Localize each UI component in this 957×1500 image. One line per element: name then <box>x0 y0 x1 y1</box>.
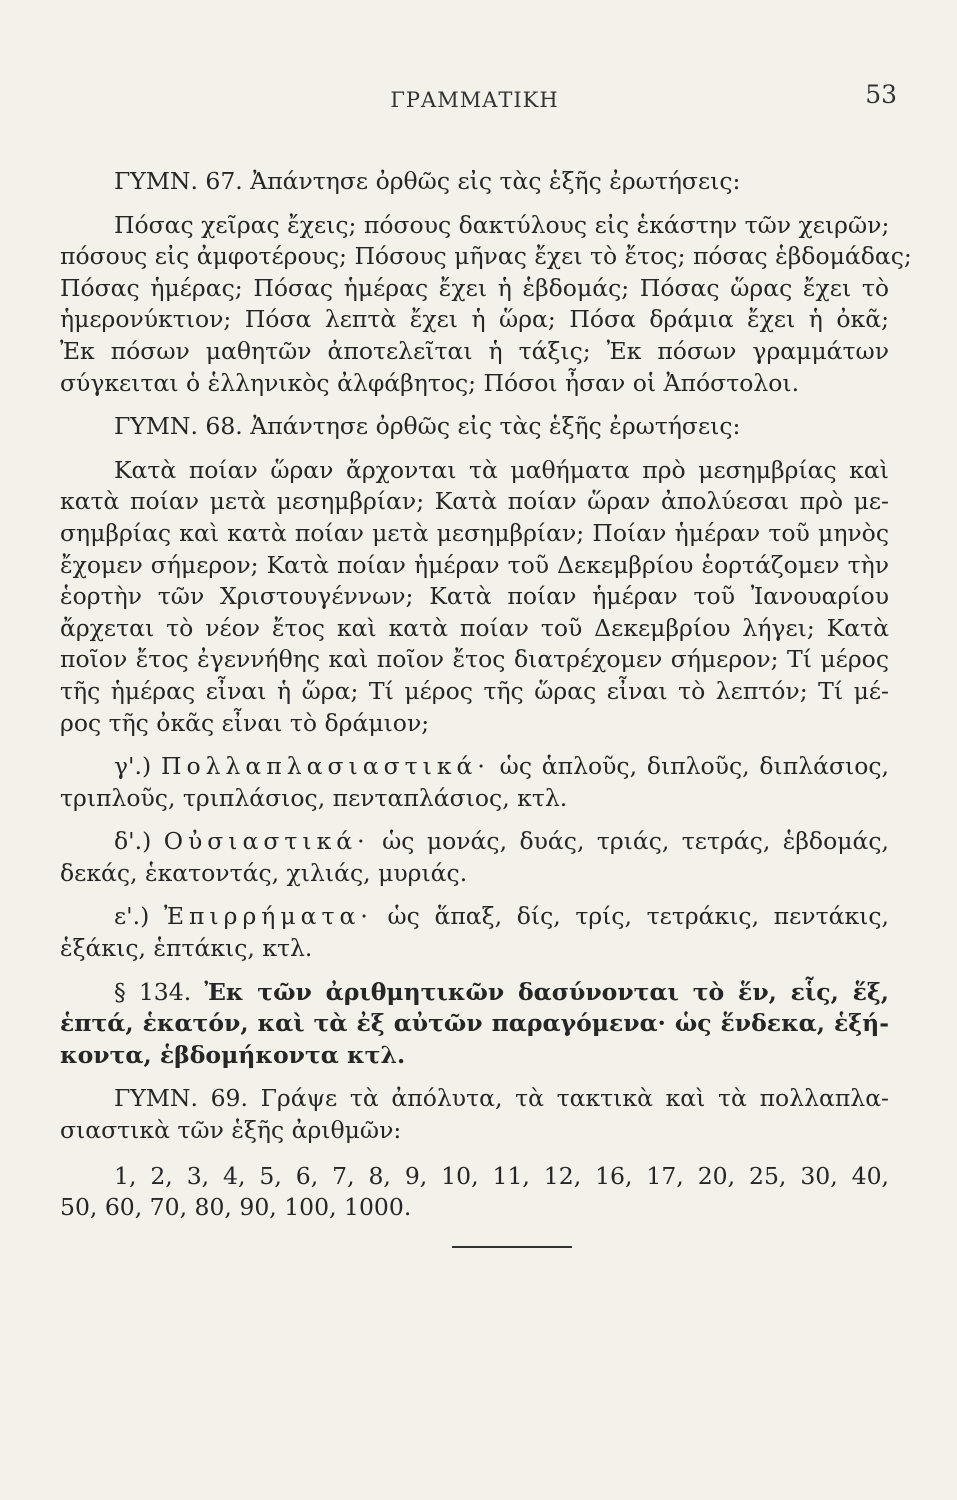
text-line <box>60 826 889 858</box>
exercise-67-questions <box>60 210 912 400</box>
text-line: ἑορτὴν τῶν Χριστουγέννων; Κατὰ ποίαν ἡμέραν τοῦ Ἰανουαρίου <box>60 582 889 611</box>
text-line: ἡμερονύκτιον; Πόσα λεπτὰ ἔχει ἡ ὥρα; Πόσα δράμια ἔχει ἡ ὀκᾶ; <box>60 305 889 334</box>
exercise-69 <box>60 1083 889 1146</box>
text-line: Πόσας χεῖρας ἔχεις; πόσους δακτύλους εἰς ἑκάστην τῶν χειρῶν; <box>114 210 890 239</box>
text-line: κοντα, ἑβδομήκοντα κτλ. <box>60 1040 406 1069</box>
text-line: κατὰ ποίαν μετὰ μεσημβρίαν; Κατὰ ποίαν ὥραν ἀπολύεσαι πρὸ με- <box>60 487 889 516</box>
page-body <box>60 166 912 1248</box>
text-line: Πόσας ἡμέρας; Πόσας ἡμέρας ἔχει ἡ ἑβδομάς; Πόσας ὥρας ἔχει τὸ <box>60 273 889 302</box>
text-line: τῆς ἡμέρας εἶναι ἡ ὥρα; Τί μέρος τῆς ὥρας εἶναι τὸ λεπτόν; Τί μέ- <box>60 676 889 705</box>
numeral-category-epsilon <box>60 901 889 964</box>
section-134 <box>60 977 889 1072</box>
exercise-68-questions <box>60 455 889 739</box>
text-line: πόσους εἰς ἀμφοτέρους; Πόσους μῆνας ἔχει τὸ ἔτος; πόσας ἑβδομάδας; <box>60 242 912 271</box>
running-header <box>60 78 897 118</box>
category-examples: ὡς ἁπλοῦς, διπλοῦς, διπλάσιος, <box>499 752 889 781</box>
page-number: 53 <box>865 80 897 109</box>
section-label: § 134. <box>114 977 192 1006</box>
category-term: Πολλαπλασιαστικά· <box>160 752 490 781</box>
text-line: ἑπτά, ἑκατόν, καὶ τὰ ἐξ αὐτῶν παραγόμενα· ὡς ἕνδεκα, ἑξή- <box>60 1009 889 1038</box>
text-line: Ἐκ πόσων μαθητῶν ἀποτελεῖται ἡ τάξις; Ἐκ πόσων γραμμάτων <box>60 336 889 365</box>
category-term: Οὐσιαστικά· <box>163 827 370 856</box>
text-line <box>60 751 889 783</box>
text-line: σύγκειται ὁ ἑλληνικὸς ἀλφάβητος; Πόσοι ἦσαν οἱ Ἀπόστολοι. <box>60 368 800 397</box>
text-line: ΓΥΜΝ. 69. Γράψε τὰ ἀπόλυτα, τὰ τακτικὰ καὶ τὰ πολλαπλα- <box>114 1084 889 1113</box>
list-marker: ε'.) <box>114 902 150 931</box>
numeral-category-delta <box>60 826 889 889</box>
number-line: 1, 2, 3, 4, 5, 6, 7, 8, 9, 10, 11, 12, 16, 17, 20, 25, 30, 40, <box>114 1161 889 1190</box>
text-line: δεκάς, ἑκατοντάς, χιλιάς, μυριάς. <box>60 858 468 887</box>
text-line: ἄρχεται τὸ νέον ἔτος καὶ κατὰ ποίαν τοῦ Δεκεμβρίου λήγει; Κατὰ <box>60 613 889 642</box>
running-title: ΓΡΑΜΜΑΤΙΚΗ <box>390 88 559 112</box>
text-line: σημβρίας καὶ κατὰ ποίαν μετὰ μεσημβρίαν; Ποίαν ἡμέραν τοῦ μηνὸς <box>60 518 889 547</box>
category-term: Ἐπιρρήματα· <box>163 902 373 931</box>
text-line: ἑξάκις, ἑπτάκις, κτλ. <box>60 934 313 963</box>
list-marker: δ'.) <box>114 827 152 856</box>
text-line: ρος τῆς ὀκᾶς εἶναι τὸ δράμιον; <box>60 708 430 737</box>
numeral-category-gamma <box>60 751 889 814</box>
text-line: τριπλοῦς, τριπλάσιος, πενταπλάσιος, κτλ. <box>60 783 568 812</box>
category-examples: ὡς μονάς, δυάς, τριάς, τετράς, ἑβδομάς, <box>382 827 889 856</box>
number-line: 50, 60, 70, 80, 90, 100, 1000. <box>60 1193 412 1222</box>
text-line: σιαστικὰ τῶν ἑξῆς ἀριθμῶν: <box>60 1116 402 1145</box>
exercise-67-heading: ΓΥΜΝ. 67. Ἀπάντησε ὀρθῶς εἰς τὰς ἑξῆς ἐρωτήσεις: <box>114 167 741 195</box>
section-rule-text: Ἐκ τῶν ἀριθμητικῶν δασύνονται τὸ ἕν, εἷς, ἕξ, <box>204 977 889 1006</box>
text-line <box>60 977 889 1009</box>
text-line: Κατὰ ποίαν ὥραν ἄρχονται τὰ μαθήματα πρὸ μεσημβρίας καὶ <box>114 455 889 484</box>
exercise-68-heading: ΓΥΜΝ. 68. Ἀπάντησε ὀρθῶς εἰς τὰς ἑξῆς ἐρωτήσεις: <box>114 412 741 441</box>
list-marker: γ'.) <box>114 752 152 781</box>
text-line <box>60 901 889 933</box>
text-line: ποῖον ἔτος ἐγεννήθης καὶ ποῖον ἔτος διατρέχομεν σήμερον; Τί μέρος <box>60 645 889 674</box>
text-line: ἔχομεν σήμερον; Κατὰ ποίαν ἡμέραν τοῦ Δεκεμβρίου ἑορτάζομεν τὴν <box>60 550 889 579</box>
category-examples: ὡς ἅπαξ, δίς, τρίς, τετράκις, πεντάκις, <box>387 902 889 931</box>
closing-rule <box>452 1246 572 1248</box>
exercise-69-numbers <box>60 1161 889 1224</box>
